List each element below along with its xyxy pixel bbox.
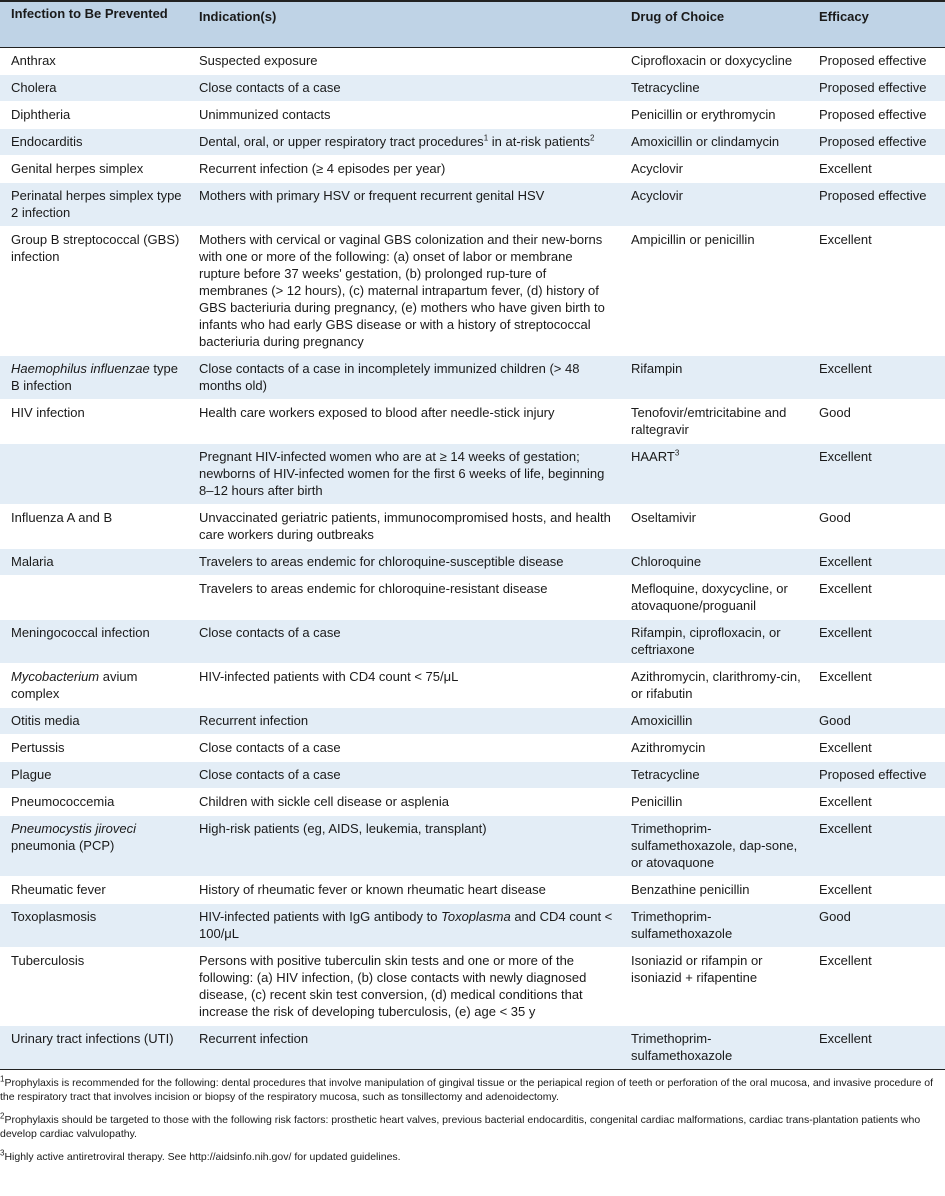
table-row xyxy=(0,356,945,400)
cell-infection: Malaria xyxy=(11,554,54,569)
table-row xyxy=(0,708,945,735)
cell-drug: Ciprofloxacin or doxycycline xyxy=(631,53,793,68)
cell-indication: Close contacts of a case in incompletely immunized children (> 48 months old) xyxy=(199,361,580,393)
cell-drug: Trimethoprim-sulfamethoxazole, dap-sone, or atovaquone xyxy=(631,821,798,870)
infection-italic: Pneumocystis jiroveci xyxy=(11,821,136,836)
table-row xyxy=(0,948,945,1026)
table-row xyxy=(0,400,945,444)
cell-indication: Unvaccinated geriatric patients, immunocompromised hosts, and health care workers during outbreaks xyxy=(199,510,611,542)
cell-indication: Mothers with cervical or vaginal GBS colonization and their new-borns with one or more of the following: (a) onset of labor or membrane rupture before 37 weeks' gestation, (b) prolonged rup-ture of membranes (> 12 hours), (c) maternal intrapartum fever, (d) history of GBS bacteriuria during pregnancy, (e) mothers who have given birth to infants who had early GBS disease or with a history of streptococcal bacteriuria during pregnancy xyxy=(199,232,605,349)
cell-efficacy: Excellent xyxy=(819,161,872,176)
table-row xyxy=(0,156,945,183)
cell-indication: Children with sickle cell disease or asplenia xyxy=(199,794,450,809)
table-row xyxy=(0,816,945,877)
footnote-ref-1: 1 xyxy=(483,133,489,143)
cell-drug: Rifampin xyxy=(631,361,683,376)
cell-infection: Influenza A and B xyxy=(11,510,113,525)
table-row xyxy=(0,877,945,904)
infection-text: pneumonia (PCP) xyxy=(11,838,115,853)
indication-text: and CD4 count < 100/μL xyxy=(199,909,613,941)
cell-infection xyxy=(0,816,188,877)
header-efficacy: Efficacy xyxy=(819,9,869,24)
cell-efficacy: Proposed effective xyxy=(819,134,927,149)
footnote-text: Prophylaxis is recommended for the following: dental procedures that involve manipulation of gingival tissue or the periapical region of teeth or perforation of the oral mucosa, and invasive procedure of the respiratory tract that involves incision or biopsy of the respiratory mucosa, such as tonsillectomy and adenoidectomy. xyxy=(0,1077,934,1103)
table-row xyxy=(0,664,945,708)
cell-drug: Amoxicillin xyxy=(631,713,693,728)
footnote-mark: 3 xyxy=(0,1148,5,1158)
cell-efficacy: Good xyxy=(819,909,851,924)
table-header xyxy=(0,1,945,48)
header-indication: Indication(s) xyxy=(199,9,277,24)
cell-indication: Pregnant HIV-infected women who are at ≥ 14 weeks of gestation; newborns of HIV-infected women for the first 6 weeks of life, beginning 8–12 hours after birth xyxy=(199,449,605,498)
cell-efficacy: Proposed effective xyxy=(819,107,927,122)
cell-indication: Travelers to areas endemic for chloroquine-resistant disease xyxy=(199,581,548,596)
cell-infection: Group B streptococcal (GBS) infection xyxy=(11,232,180,264)
cell-indication: History of rheumatic fever or known rheumatic heart disease xyxy=(199,882,546,897)
cell-efficacy: Excellent xyxy=(819,821,872,836)
indication-text: HIV-infected patients with IgG antibody to xyxy=(199,909,442,924)
cell-indication: Persons with positive tuberculin skin tests and one or more of the following: (a) HIV infection, (b) close contacts with newly diagnosed disease, (c) recent skin test conversion, (d) medical conditions that increase the risk of developing tuberculosis, (e) age < 35 y xyxy=(199,953,587,1019)
cell-drug: Acyclovir xyxy=(631,188,684,203)
footnote-ref-2: 2 xyxy=(590,133,595,143)
footnote-text: Prophylaxis should be targeted to those with the following risk factors: prosthetic heart valves, previous bacterial endocarditis, congenital cardiac malformations, cardiac trans-plantation patients who develop cardiac valvulopathy. xyxy=(0,1114,921,1140)
cell-indication: Mothers with primary HSV or frequent recurrent genital HSV xyxy=(199,188,545,203)
footnote-text: Highly active antiretroviral therapy. See http://aidsinfo.nih.gov/ for updated guidelines. xyxy=(4,1151,401,1163)
cell-efficacy: Excellent xyxy=(819,449,872,464)
cell-drug: Isoniazid or rifampin or isoniazid + rifapentine xyxy=(631,953,763,985)
cell-drug: Trimethoprim-sulfamethoxazole xyxy=(631,909,733,941)
table-row xyxy=(0,183,945,227)
footnote-mark: 1 xyxy=(0,1074,5,1084)
cell-infection xyxy=(0,576,188,620)
cell-indication xyxy=(188,904,620,948)
cell-infection: Rheumatic fever xyxy=(11,882,106,897)
footnote-1 xyxy=(0,1076,945,1104)
cell-efficacy: Proposed effective xyxy=(819,80,927,95)
cell-infection: Anthrax xyxy=(11,53,56,68)
cell-infection: Meningococcal infection xyxy=(11,625,150,640)
cell-infection: Pneumococcemia xyxy=(11,794,115,809)
cell-efficacy: Excellent xyxy=(819,794,872,809)
footnote-ref-3: 3 xyxy=(674,448,680,458)
cell-infection xyxy=(0,444,188,505)
cell-infection: Otitis media xyxy=(11,713,80,728)
cell-efficacy: Proposed effective xyxy=(819,767,927,782)
table-row xyxy=(0,904,945,948)
cell-drug: Ampicillin or penicillin xyxy=(631,232,755,247)
cell-infection: Cholera xyxy=(11,80,57,95)
cell-drug: Tenofovir/emtricitabine and raltegravir xyxy=(631,405,787,437)
cell-indication: Close contacts of a case xyxy=(199,767,341,782)
table-row xyxy=(0,444,945,505)
cell-indication: High-risk patients (eg, AIDS, leukemia, transplant) xyxy=(199,821,487,836)
table-row xyxy=(0,129,945,156)
cell-drug: Tetracycline xyxy=(631,767,700,782)
cell-indication: Recurrent infection xyxy=(199,713,309,728)
footnote-2 xyxy=(0,1113,945,1141)
cell-efficacy: Excellent xyxy=(819,361,872,376)
cell-drug: Azithromycin xyxy=(631,740,706,755)
table-row xyxy=(0,576,945,620)
cell-drug: Rifampin, ciprofloxacin, or ceftriaxone xyxy=(631,625,781,657)
cell-infection: Endocarditis xyxy=(11,134,83,149)
cell-efficacy: Excellent xyxy=(819,554,872,569)
cell-indication: Close contacts of a case xyxy=(199,80,341,95)
cell-efficacy: Excellent xyxy=(819,1031,872,1046)
cell-drug: Chloroquine xyxy=(631,554,702,569)
cell-indication: Unimmunized contacts xyxy=(199,107,331,122)
table-row xyxy=(0,620,945,664)
cell-indication: Close contacts of a case xyxy=(199,740,341,755)
table-row xyxy=(0,549,945,576)
cell-indication: HIV-infected patients with CD4 count < 75/μL xyxy=(199,669,459,684)
table-row xyxy=(0,762,945,789)
header-row xyxy=(0,1,945,48)
cell-efficacy: Good xyxy=(819,405,851,420)
cell-indication: Recurrent infection xyxy=(199,1031,309,1046)
cell-infection: Pertussis xyxy=(11,740,65,755)
cell-efficacy: Proposed effective xyxy=(819,53,927,68)
cell-efficacy: Excellent xyxy=(819,953,872,968)
cell-drug: Penicillin xyxy=(631,794,683,809)
footnote-mark: 2 xyxy=(0,1111,5,1121)
cell-efficacy: Good xyxy=(819,510,851,525)
cell-drug xyxy=(620,444,808,505)
cell-infection: Perinatal herpes simplex type 2 infection xyxy=(11,188,182,220)
cell-infection: Plague xyxy=(11,767,52,782)
table-row xyxy=(0,735,945,762)
indication-text: in at-risk patients xyxy=(488,134,591,149)
table-row xyxy=(0,505,945,549)
cell-efficacy: Excellent xyxy=(819,625,872,640)
table-row xyxy=(0,1026,945,1070)
cell-infection xyxy=(0,356,188,400)
cell-indication: Health care workers exposed to blood after needle-stick injury xyxy=(199,405,555,420)
table-row xyxy=(0,102,945,129)
cell-infection: HIV infection xyxy=(11,405,85,420)
cell-efficacy: Proposed effective xyxy=(819,188,927,203)
indication-italic: Toxoplasma xyxy=(441,909,511,924)
table-body xyxy=(0,48,945,1070)
table-row xyxy=(0,75,945,102)
cell-drug: Tetracycline xyxy=(631,80,700,95)
infection-text: avium complex xyxy=(11,669,138,701)
cell-indication: Travelers to areas endemic for chloroquine-susceptible disease xyxy=(199,554,564,569)
cell-indication: Suspected exposure xyxy=(199,53,318,68)
footnote-3 xyxy=(0,1150,945,1164)
cell-drug: Oseltamivir xyxy=(631,510,697,525)
drug-text: HAART xyxy=(631,449,675,464)
cell-drug: Benzathine penicillin xyxy=(631,882,750,897)
cell-efficacy: Excellent xyxy=(819,581,872,596)
cell-infection: Genital herpes simplex xyxy=(11,161,144,176)
indication-text: Dental, oral, or upper respiratory tract procedures xyxy=(199,134,484,149)
cell-drug: Trimethoprim-sulfamethoxazole xyxy=(631,1031,733,1063)
infection-italic: Haemophilus influenzae xyxy=(11,361,150,376)
cell-drug: Azithromycin, clarithromy-cin, or rifabutin xyxy=(631,669,801,701)
header-infection: Infection to Be Prevented xyxy=(11,6,168,21)
cell-drug: Penicillin or erythromycin xyxy=(631,107,776,122)
cell-indication: Recurrent infection (≥ 4 episodes per year) xyxy=(199,161,446,176)
table-row xyxy=(0,227,945,356)
cell-infection xyxy=(0,664,188,708)
cell-drug: Acyclovir xyxy=(631,161,684,176)
cell-infection: Urinary tract infections (UTI) xyxy=(11,1031,174,1046)
footnotes xyxy=(0,1070,945,1164)
cell-indication xyxy=(188,129,620,156)
cell-efficacy: Excellent xyxy=(819,882,872,897)
infection-text: type B infection xyxy=(11,361,178,393)
cell-drug: Mefloquine, doxycycline, or atovaquone/proguanil xyxy=(631,581,788,613)
cell-efficacy: Good xyxy=(819,713,851,728)
cell-infection: Diphtheria xyxy=(11,107,71,122)
infection-italic: Mycobacterium xyxy=(11,669,100,684)
table-row xyxy=(0,48,945,75)
cell-efficacy: Excellent xyxy=(819,232,872,247)
cell-infection: Tuberculosis xyxy=(11,953,85,968)
table-row xyxy=(0,789,945,816)
cell-drug: Amoxicillin or clindamycin xyxy=(631,134,780,149)
cell-efficacy: Excellent xyxy=(819,740,872,755)
cell-infection: Toxoplasmosis xyxy=(11,909,97,924)
cell-indication: Close contacts of a case xyxy=(199,625,341,640)
cell-efficacy: Excellent xyxy=(819,669,872,684)
header-drug: Drug of Choice xyxy=(631,9,725,24)
